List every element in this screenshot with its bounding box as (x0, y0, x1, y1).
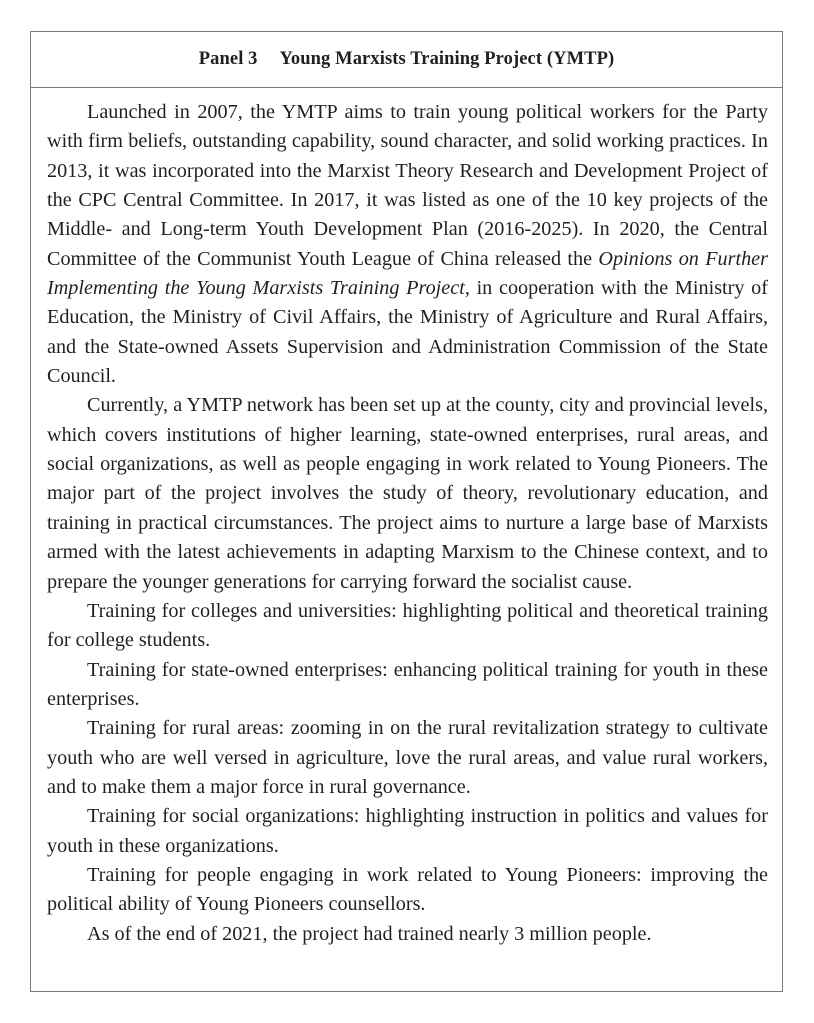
panel-label: Panel 3 (198, 49, 258, 69)
paragraph-training-pioneers: Training for people engaging in work related to Young Pioneers: improving the political ability of Young Pioneers counsellors. (47, 863, 768, 916)
paragraph-training-colleges: Training for colleges and universities: highlighting political and theoretical training for college students. (47, 599, 768, 652)
paragraph-launch (47, 98, 768, 391)
panel-body (31, 88, 782, 949)
paragraph-training-soe: Training for state-owned enterprises: enhancing political training for youth in these enterprises. (47, 658, 768, 710)
paragraph-launch-text-end: , in cooperation with the Ministry of Education, the Ministry of Civil Affairs, the Ministry of Agriculture and Rural Affairs, and the State-owned Assets Supervision and Administration Commission of the State Council. (47, 277, 768, 388)
paragraph-summary: As of the end of 2021, the project had trained nearly 3 million people. (87, 922, 652, 945)
panel-header (31, 32, 782, 88)
panel-box (30, 31, 783, 992)
paragraph-network: Currently, a YMTP network has been set up at the county, city and provincial levels, which covers institutions of higher learning, state-owned enterprises, rural areas, and social organizations, as well as people engaging in work related to Young Pioneers. The major part of the project involves the study of theory, revolutionary education, and training in practical circumstances. The project aims to nurture a large base of Marxists armed with the latest achievements in adapting Marxism to the Chinese context, and to prepare the younger generations for carrying forward the socialist cause. (47, 394, 768, 593)
document-title-italic: Opinions on Further Implementing the Young Marxists Training Project (47, 247, 768, 300)
paragraph-training-rural: Training for rural areas: zooming in on the rural revitalization strategy to cultivate youth who are well versed in agriculture, love the rural areas, and value rural workers, and to make them a major force in rural governance. (47, 717, 768, 798)
panel-title: Young Marxists Training Project (YMTP) (279, 49, 615, 69)
paragraph-training-social: Training for social organizations: highlighting instruction in politics and values for youth in these organizations. (47, 805, 768, 857)
paragraph-launch-text-start: Launched in 2007, the YMTP aims to train young political workers for the Party with firm beliefs, outstanding capability, sound character, and solid working practices. In 2013, it was incorporated into the Marxist Theory Research and Development Project of the CPC Central Committee. In 2017, it was listed as one of the 10 key projects of the Middle- and Long-term Youth Development Plan (2016-​2025). In 2020, the Central Committee of the Communist Youth League of China released the (47, 101, 768, 270)
